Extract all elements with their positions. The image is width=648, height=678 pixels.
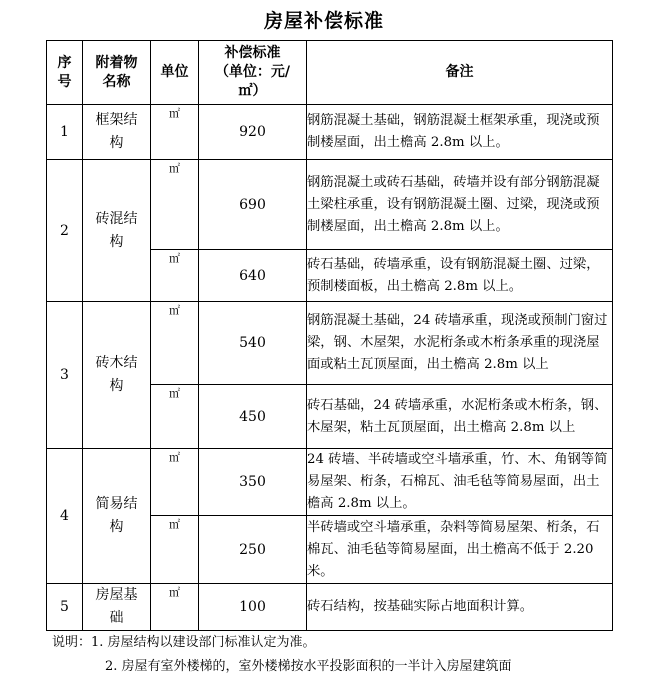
row-unit: ㎡ — [151, 302, 199, 385]
row-value: 540 — [199, 302, 307, 385]
header-unit: 单位 — [151, 41, 199, 105]
row-value: 450 — [199, 385, 307, 449]
table-row — [47, 302, 613, 385]
table-row — [47, 584, 613, 631]
footer-note-2: 2. 房屋有室外楼梯的，室外楼梯按水平投影面积的一半计入房屋建筑面 — [105, 659, 512, 674]
row-remark: 钢筋混凝土基础，钢筋混凝土框架承重，现浇或预制楼屋面，出土檐高 2.8m 以上。 — [307, 105, 613, 160]
row-value: 350 — [199, 449, 307, 516]
page-title: 房屋补偿标准 — [263, 10, 384, 32]
table-row — [47, 160, 613, 250]
compensation-table — [46, 40, 613, 631]
row-remark: 钢筋混凝土基础，24 砖墙承重，现浇或预制门窗过梁，钢、木屋架，水泥桁条或木桁条承重的现浇屋面或粘土瓦顶屋面，出土檐高 2.8m 以上 — [307, 302, 613, 385]
header-seq: 序 号 — [47, 41, 83, 105]
row-unit: ㎡ — [151, 105, 199, 160]
row-seq: 3 — [47, 302, 83, 449]
row-unit: ㎡ — [151, 385, 199, 449]
row-name: 砖混结 构 — [83, 160, 151, 302]
row-name: 简易结 构 — [83, 449, 151, 584]
row-seq: 1 — [47, 105, 83, 160]
row-name: 框架结 构 — [83, 105, 151, 160]
row-remark: 24 砖墙、半砖墙或空斗墙承重，竹、木、角钢等简易屋架、桁条，石棉瓦、油毛毡等简易屋面，出土檐高 2.8m 以上。 — [307, 449, 613, 516]
table-header-row — [47, 41, 613, 105]
header-standard: 补偿标准 （单位：元/ ㎡） — [199, 41, 307, 105]
table-row — [47, 449, 613, 516]
row-seq: 2 — [47, 160, 83, 302]
header-name: 附着物 名称 — [83, 41, 151, 105]
row-remark: 砖石基础，24 砖墙承重，水泥桁条或木桁条，钢、木屋架，粘土瓦顶屋面，出土檐高 2.8m 以上 — [307, 385, 613, 449]
row-seq: 5 — [47, 584, 83, 631]
row-unit: ㎡ — [151, 584, 199, 631]
row-unit: ㎡ — [151, 516, 199, 584]
row-remark: 砖石结构，按基础实际占地面积计算。 — [307, 584, 613, 631]
row-value: 690 — [199, 160, 307, 250]
row-remark: 半砖墙或空斗墙承重，杂料等简易屋架、桁条，石棉瓦、油毛毡等简易屋面，出土檐高不低于 2.20 米。 — [307, 516, 613, 584]
row-unit: ㎡ — [151, 160, 199, 250]
table-row — [47, 105, 613, 160]
row-value: 250 — [199, 516, 307, 584]
row-unit: ㎡ — [151, 250, 199, 302]
header-remark: 备注 — [307, 41, 613, 105]
row-value: 920 — [199, 105, 307, 160]
row-remark: 钢筋混凝土或砖石基础，砖墙并设有部分钢筋混凝土梁柱承重，设有钢筋混凝土圈、过梁，现浇或预制楼屋面，出土檐高 2.8m 以上。 — [307, 160, 613, 250]
row-name: 房屋基 础 — [83, 584, 151, 631]
row-value: 100 — [199, 584, 307, 631]
footer-note-1: 说明：1. 房屋结构以建设部门标准认定为准。 — [52, 635, 316, 650]
row-seq: 4 — [47, 449, 83, 584]
row-remark: 砖石基础，砖墙承重，设有钢筋混凝土圈、过梁，预制楼面板，出土檐高 2.8m 以上。 — [307, 250, 613, 302]
row-value: 640 — [199, 250, 307, 302]
row-unit: ㎡ — [151, 449, 199, 516]
row-name: 砖木结 构 — [83, 302, 151, 449]
